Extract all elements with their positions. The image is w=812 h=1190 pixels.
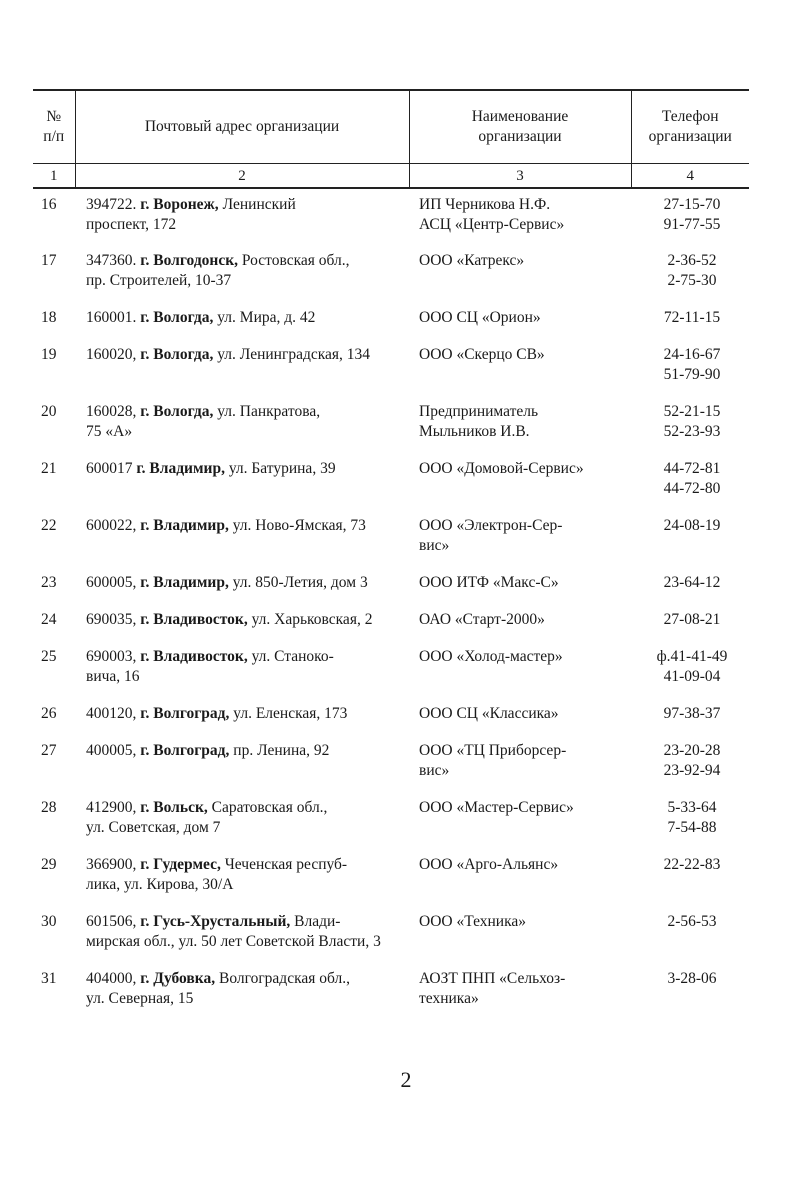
- address-line: [86, 215, 405, 235]
- header-organization: Наименование организации: [409, 90, 631, 164]
- column-number: 3: [409, 164, 631, 189]
- organization-cell: [409, 792, 631, 849]
- city-name: г. Гудермес,: [140, 856, 221, 873]
- address-text: мирская обл., ул. 50 лет Советской Власти, 3: [86, 933, 381, 950]
- city-name: г. Дубовка,: [140, 970, 216, 987]
- address-cell: [75, 188, 409, 245]
- address-line: [86, 667, 405, 687]
- organization-cell: [409, 906, 631, 963]
- phone-cell: [631, 453, 749, 510]
- phone-number: 52-21-15: [663, 403, 721, 420]
- city-name: г. Владимир,: [136, 460, 225, 477]
- address-text: ул. Станоко-: [247, 648, 334, 665]
- address-text: Волгоградская обл.,: [215, 970, 350, 987]
- address-text: 600017: [86, 460, 137, 477]
- address-line: [86, 251, 405, 271]
- row-number: 18: [41, 309, 57, 326]
- city-name: г. Вольск,: [140, 799, 208, 816]
- city-name: г. Волгодонск,: [140, 252, 239, 269]
- organization-line: вис»: [419, 537, 450, 554]
- address-text: 404000,: [86, 970, 141, 987]
- address-cell: [75, 453, 409, 510]
- organization-cell: [409, 188, 631, 245]
- organization-line: ИП Черникова Н.Ф.: [419, 196, 551, 213]
- address-line: [86, 647, 405, 667]
- address-line: [86, 969, 405, 989]
- phone-cell: [631, 963, 749, 1020]
- organization-line: ОАО «Старт-2000»: [419, 611, 545, 628]
- organization-cell: [409, 735, 631, 792]
- organization-cell: [409, 453, 631, 510]
- address-line: [86, 741, 405, 761]
- address-cell: [75, 510, 409, 567]
- organization-line: ООО «Техника»: [419, 913, 527, 930]
- row-number: 27: [41, 742, 57, 759]
- address-text: 160028,: [86, 403, 141, 420]
- address-line: [86, 932, 405, 952]
- phone-number: 27-15-70: [663, 196, 721, 213]
- address-text: ул. Северная, 15: [86, 990, 194, 1007]
- phone-cell: [631, 245, 749, 302]
- address-line: [86, 422, 405, 442]
- header-address: Почтовый адрес организации: [75, 90, 409, 164]
- row-number: 20: [41, 403, 57, 420]
- address-text: ул. Харьковская, 2: [247, 611, 373, 628]
- table-row: [33, 792, 749, 849]
- address-text: Ростовская обл.,: [238, 252, 350, 269]
- row-number: 16: [41, 196, 57, 213]
- organization-line: ООО «Домовой-Сервис»: [419, 460, 584, 477]
- address-line: [86, 459, 405, 479]
- address-text: ул. Советская, дом 7: [86, 819, 221, 836]
- row-number: 22: [41, 517, 57, 534]
- organization-cell: [409, 963, 631, 1020]
- address-text: 347360.: [86, 252, 141, 269]
- organization-line: АСЦ «Центр-Сервис»: [419, 216, 565, 233]
- address-cell: [75, 963, 409, 1020]
- organization-line: ООО «Мастер-Сервис»: [419, 799, 574, 816]
- city-name: г. Владивосток,: [140, 648, 248, 665]
- address-text: Чеченская респуб-: [220, 856, 348, 873]
- address-text: 412900,: [86, 799, 141, 816]
- city-name: г. Владимир,: [140, 574, 229, 591]
- phone-number: ф.41-41-49: [656, 648, 728, 665]
- phone-number: 2-75-30: [667, 272, 717, 289]
- header-phone: Телефон организации: [631, 90, 749, 164]
- row-number: 28: [41, 799, 57, 816]
- address-text: лика, ул. Кирова, 30/А: [86, 876, 234, 893]
- table-body: [33, 188, 749, 1020]
- organization-cell: [409, 339, 631, 396]
- organization-line: ООО «Скерцо СВ»: [419, 346, 545, 363]
- table-row: [33, 906, 749, 963]
- row-number: 23: [41, 574, 57, 591]
- city-name: г. Вологда,: [140, 346, 214, 363]
- address-cell: [75, 604, 409, 641]
- address-line: [86, 271, 405, 291]
- address-text: Саратовская обл.,: [207, 799, 328, 816]
- address-line: [86, 516, 405, 536]
- organization-line: техника»: [419, 990, 479, 1007]
- phone-number: 7-54-88: [667, 819, 717, 836]
- address-text: 601506,: [86, 913, 141, 930]
- row-number: 17: [41, 252, 57, 269]
- row-number: 26: [41, 705, 57, 722]
- table-row: [33, 963, 749, 1020]
- column-number: 1: [33, 164, 75, 189]
- page-number: 2: [400, 1067, 412, 1092]
- organization-line: ООО «Арго-Альянс»: [419, 856, 559, 873]
- address-line: [86, 818, 405, 838]
- table-row: [33, 245, 749, 302]
- organization-line: Мыльников И.В.: [419, 423, 530, 440]
- address-text: 160020,: [86, 346, 141, 363]
- city-name: г. Владимир,: [140, 517, 229, 534]
- address-text: ул. Панкратова,: [213, 403, 321, 420]
- phone-number: 24-16-67: [663, 346, 721, 363]
- table-row: [33, 339, 749, 396]
- address-line: [86, 402, 405, 422]
- address-line: [86, 345, 405, 365]
- city-name: г. Воронеж,: [140, 196, 219, 213]
- table-row: [33, 302, 749, 339]
- organization-cell: [409, 604, 631, 641]
- organization-line: ООО «ТЦ Приборсер-: [419, 742, 567, 759]
- phone-number: 23-64-12: [663, 574, 721, 591]
- address-cell: [75, 302, 409, 339]
- phone-number: 44-72-81: [663, 460, 721, 477]
- organization-line: АОЗТ ПНП «Сельхоз-: [419, 970, 566, 987]
- organization-cell: [409, 510, 631, 567]
- address-line: [86, 195, 405, 215]
- phone-cell: [631, 567, 749, 604]
- organization-line: ООО «Катрекс»: [419, 252, 525, 269]
- address-line: [86, 573, 405, 593]
- address-line: [86, 875, 405, 895]
- address-text: вича, 16: [86, 668, 140, 685]
- row-number: 25: [41, 648, 57, 665]
- address-line: [86, 989, 405, 1009]
- address-text: 160001.: [86, 309, 141, 326]
- phone-cell: [631, 510, 749, 567]
- phone-cell: [631, 792, 749, 849]
- organization-line: ООО СЦ «Орион»: [419, 309, 541, 326]
- organization-line: вис»: [419, 762, 450, 779]
- column-number: 2: [75, 164, 409, 189]
- phone-number: 23-92-94: [663, 762, 721, 779]
- address-line: [86, 798, 405, 818]
- organization-cell: [409, 396, 631, 453]
- address-text: 690003,: [86, 648, 141, 665]
- organization-cell: [409, 698, 631, 735]
- table-row: [33, 698, 749, 735]
- phone-number: 51-79-90: [663, 366, 721, 383]
- address-cell: [75, 792, 409, 849]
- table-row: [33, 453, 749, 510]
- address-text: 400120,: [86, 705, 141, 722]
- organization-cell: [409, 302, 631, 339]
- city-name: г. Вологда,: [140, 403, 214, 420]
- address-cell: [75, 567, 409, 604]
- table-row: [33, 567, 749, 604]
- table-row: [33, 849, 749, 906]
- organization-cell: [409, 567, 631, 604]
- row-number: 29: [41, 856, 57, 873]
- city-name: г. Волгоград,: [140, 705, 230, 722]
- address-cell: [75, 698, 409, 735]
- table-row: [33, 604, 749, 641]
- phone-number: 52-23-93: [663, 423, 721, 440]
- column-number-row: [33, 164, 749, 189]
- organization-line: ООО ИТФ «Макс-С»: [419, 574, 559, 591]
- address-text: ул. Ново-Ямская, 73: [228, 517, 366, 534]
- address-text: ул. Мира, д. 42: [213, 309, 316, 326]
- row-number: 21: [41, 460, 57, 477]
- address-text: проспект, 172: [86, 216, 177, 233]
- table-row: [33, 735, 749, 792]
- phone-cell: [631, 604, 749, 641]
- header-row: [33, 90, 749, 164]
- phone-number: 24-08-19: [663, 517, 721, 534]
- address-text: 400005,: [86, 742, 141, 759]
- phone-cell: [631, 735, 749, 792]
- address-cell: [75, 735, 409, 792]
- address-cell: [75, 339, 409, 396]
- address-line: [86, 308, 405, 328]
- address-text: ул. 850-Летия, дом 3: [228, 574, 368, 591]
- phone-cell: [631, 849, 749, 906]
- address-line: [86, 855, 405, 875]
- organization-line: Предприниматель: [419, 403, 539, 420]
- address-text: 600005,: [86, 574, 141, 591]
- phone-number: 91-77-55: [663, 216, 721, 233]
- address-text: 366900,: [86, 856, 141, 873]
- row-number: 19: [41, 346, 57, 363]
- organization-cell: [409, 641, 631, 698]
- phone-number: 44-72-80: [663, 480, 721, 497]
- address-cell: [75, 641, 409, 698]
- address-cell: [75, 396, 409, 453]
- phone-number: 22-22-83: [663, 856, 721, 873]
- address-text: ул. Еленская, 173: [229, 705, 348, 722]
- row-number: 31: [41, 970, 57, 987]
- address-text: 600022,: [86, 517, 141, 534]
- address-text: ул. Батурина, 39: [224, 460, 336, 477]
- table-row: [33, 510, 749, 567]
- city-name: г. Вологда,: [140, 309, 214, 326]
- table-row: [33, 641, 749, 698]
- organization-cell: [409, 245, 631, 302]
- address-cell: [75, 245, 409, 302]
- phone-number: 27-08-21: [663, 611, 721, 628]
- address-text: 75 «А»: [86, 423, 133, 440]
- address-cell: [75, 849, 409, 906]
- phone-number: 97-38-37: [663, 705, 721, 722]
- phone-number: 2-36-52: [667, 252, 717, 269]
- organizations-table: [33, 89, 749, 1020]
- address-text: Влади-: [290, 913, 341, 930]
- phone-number: 41-09-04: [663, 668, 721, 685]
- phone-number: 72-11-15: [663, 309, 721, 326]
- address-text: Ленинский: [218, 196, 296, 213]
- organization-line: ООО «Холод-мастер»: [419, 648, 563, 665]
- organization-cell: [409, 849, 631, 906]
- address-line: [86, 704, 405, 724]
- table-row: [33, 188, 749, 245]
- phone-cell: [631, 698, 749, 735]
- address-text: 690035,: [86, 611, 141, 628]
- organization-line: ООО СЦ «Классика»: [419, 705, 559, 722]
- phone-cell: [631, 906, 749, 963]
- organization-line: ООО «Электрон-Сер-: [419, 517, 563, 534]
- phone-number: 3-28-06: [667, 970, 717, 987]
- phone-cell: [631, 641, 749, 698]
- city-name: г. Гусь-Хрустальный,: [140, 913, 291, 930]
- city-name: г. Владивосток,: [140, 611, 248, 628]
- phone-number: 2-56-53: [667, 913, 717, 930]
- address-line: [86, 912, 405, 932]
- phone-cell: [631, 302, 749, 339]
- phone-cell: [631, 339, 749, 396]
- address-cell: [75, 906, 409, 963]
- header-number: № п/п: [33, 90, 75, 164]
- address-text: пр. Ленина, 92: [229, 742, 330, 759]
- address-line: [86, 610, 405, 630]
- row-number: 24: [41, 611, 57, 628]
- address-text: ул. Ленинградская, 134: [213, 346, 371, 363]
- phone-number: 23-20-28: [663, 742, 721, 759]
- table-row: [33, 396, 749, 453]
- phone-number: 5-33-64: [667, 799, 717, 816]
- city-name: г. Волгоград,: [140, 742, 230, 759]
- address-text: пр. Строителей, 10-37: [86, 272, 232, 289]
- address-text: 394722.: [86, 196, 141, 213]
- phone-cell: [631, 396, 749, 453]
- phone-cell: [631, 188, 749, 245]
- row-number: 30: [41, 913, 57, 930]
- column-number: 4: [631, 164, 749, 189]
